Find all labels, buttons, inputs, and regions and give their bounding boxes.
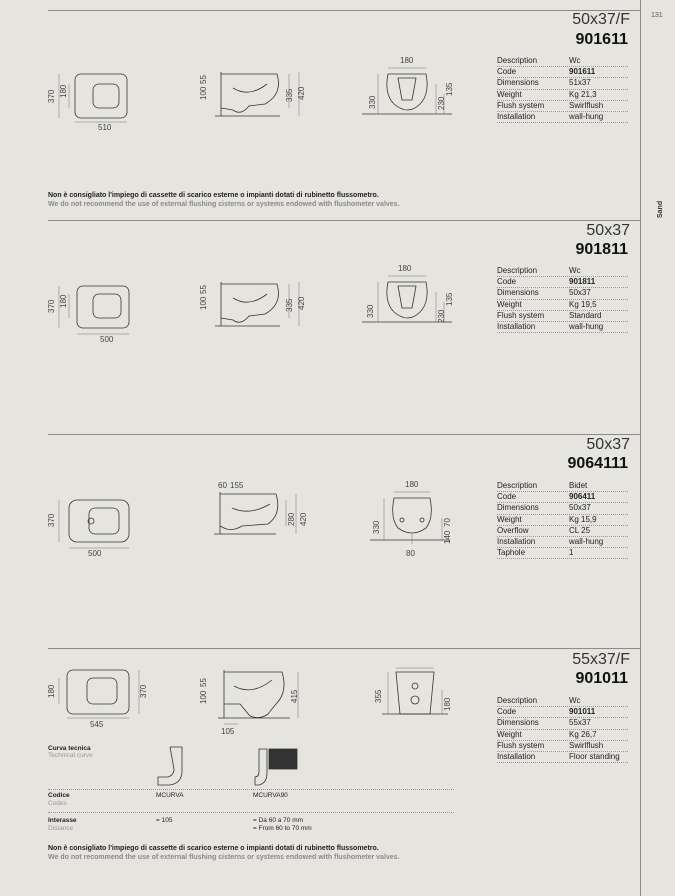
- spec-value: wall-hung: [569, 112, 604, 122]
- dim-label: 100: [199, 296, 208, 310]
- dim-label: 230: [437, 96, 446, 110]
- dim-label: 370: [47, 299, 56, 313]
- spec-key: Overflow: [497, 525, 529, 535]
- spec-row: [497, 526, 628, 537]
- spec-key: Installation: [497, 112, 536, 122]
- spec-value: 901011: [569, 707, 596, 717]
- spec-row: [497, 492, 628, 503]
- spec-row: [497, 78, 628, 89]
- axis-value: = From 60 to 70 mm: [253, 825, 312, 832]
- dim-label: 330: [366, 304, 375, 318]
- axis-sublabel: Distance: [48, 825, 74, 832]
- spec-key: Code: [497, 277, 517, 287]
- dim-label: 355: [374, 689, 383, 703]
- spec-value: 50x37: [569, 288, 591, 298]
- dim-label: 180: [398, 264, 412, 273]
- spec-row: [497, 266, 628, 277]
- dim-label: 420: [297, 86, 306, 100]
- spec-value: Swirlflush: [569, 740, 604, 750]
- spec-key: Dimensions: [497, 718, 539, 728]
- product-code: 901011: [575, 670, 628, 687]
- dim-label: 330: [368, 95, 377, 109]
- dim-label: 280: [287, 512, 296, 526]
- spec-row: [497, 56, 628, 67]
- spec-row: [497, 707, 628, 718]
- dim-label: 415: [290, 689, 299, 703]
- dim-label: 420: [297, 296, 306, 310]
- front-view-drawing: [362, 64, 457, 120]
- dim-label: 100: [199, 690, 208, 704]
- dim-label: 70: [443, 518, 452, 527]
- code-value: MCURVA90: [253, 792, 288, 799]
- dim-label: 500: [100, 335, 114, 344]
- dim-label: 135: [445, 292, 454, 306]
- spec-table: [497, 696, 628, 763]
- spec-key: Description: [497, 266, 538, 275]
- spec-value: Kg 21,3: [569, 89, 597, 99]
- dim-label: 545: [90, 720, 104, 729]
- spec-row: [497, 322, 628, 333]
- dim-label: 180: [59, 294, 68, 308]
- spec-row: [497, 67, 628, 78]
- spec-key: Dimensions: [497, 503, 539, 513]
- spec-value: Kg 15,9: [569, 514, 597, 524]
- spec-value: 1: [569, 548, 574, 558]
- spec-row: [497, 311, 628, 322]
- curve-row: [48, 745, 454, 790]
- technical-curve-table: [48, 745, 454, 837]
- top-rule: [48, 10, 640, 11]
- spec-row: [497, 752, 628, 763]
- dim-label: 80: [406, 549, 415, 558]
- spec-key: Installation: [497, 537, 536, 547]
- section-divider: [48, 220, 640, 221]
- spec-row: [497, 288, 628, 299]
- spec-value: 901611: [569, 67, 596, 77]
- curve-label: Curva tecnica: [48, 745, 91, 752]
- section-divider: [48, 648, 640, 649]
- spec-key: Weight: [497, 514, 522, 524]
- spec-value: 906411: [569, 492, 596, 502]
- front-view-drawing: [378, 664, 458, 720]
- code-value: MCURVA: [156, 792, 184, 799]
- spec-row: [497, 537, 628, 548]
- spec-row: [497, 481, 628, 492]
- note-italian: Non è consigliato l'impiego di cassette di scarico esterne o impianti dotati di rubinetto flussometro.: [48, 845, 379, 852]
- spec-row: [497, 503, 628, 514]
- top-view-drawing: [55, 496, 145, 556]
- spec-table: [497, 481, 628, 559]
- section-divider: [48, 434, 640, 435]
- spec-value: Kg 19,5: [569, 299, 597, 309]
- dim-label: 180: [400, 56, 414, 65]
- spec-row: [497, 718, 628, 729]
- spec-key: Weight: [497, 729, 522, 739]
- spec-key: Dimensions: [497, 78, 539, 88]
- product-size: 50x37: [586, 222, 630, 239]
- spec-value: Swirlflush: [569, 100, 604, 110]
- curve-adjustable-icon: [253, 745, 313, 789]
- dim-label: 140: [443, 530, 452, 544]
- dim-label: 230: [437, 309, 446, 323]
- spec-row: [497, 101, 628, 112]
- spec-key: Installation: [497, 752, 536, 762]
- right-rule: [640, 0, 641, 896]
- dim-label: 180: [47, 684, 56, 698]
- top-view-drawing: [55, 70, 145, 130]
- spec-row: [497, 277, 628, 288]
- curve-sublabel: Technical curve: [48, 752, 93, 759]
- spec-row: [497, 696, 628, 707]
- spec-value: Wc: [569, 56, 581, 65]
- spec-key: Taphole: [497, 548, 526, 558]
- spec-key: Description: [497, 696, 538, 705]
- product-size: 50x37/F: [572, 11, 630, 28]
- product-code: 901611: [575, 31, 628, 48]
- spec-key: Dimensions: [497, 288, 539, 298]
- recommendation-note: [48, 844, 400, 862]
- dim-label: 55: [199, 678, 208, 687]
- spec-table: [497, 56, 628, 123]
- dim-label: 180: [59, 84, 68, 98]
- spec-key: Description: [497, 56, 538, 65]
- dim-label: 335: [285, 298, 294, 312]
- axis-label: Interasse: [48, 817, 77, 824]
- dim-label: 100: [199, 86, 208, 100]
- top-view-drawing: [55, 282, 145, 342]
- page-number: 131: [651, 12, 663, 19]
- dim-label: 335: [285, 88, 294, 102]
- spec-value: Standard: [569, 310, 602, 320]
- spec-value: Wc: [569, 266, 581, 275]
- spec-key: Flush system: [497, 310, 545, 320]
- spec-value: Bidet: [569, 481, 588, 490]
- spec-key: Weight: [497, 89, 522, 99]
- code-label: Codice: [48, 792, 70, 799]
- product-code: 9064111: [567, 455, 628, 472]
- dim-label: 420: [299, 512, 308, 526]
- side-label: Sand: [657, 200, 664, 218]
- spec-row: [497, 548, 628, 559]
- dim-label: 370: [47, 89, 56, 103]
- spec-row: [497, 300, 628, 311]
- dim-label: 60: [218, 481, 227, 490]
- product-size: 55x37/F: [572, 651, 630, 668]
- spec-key: Flush system: [497, 100, 545, 110]
- dim-label: 370: [139, 684, 148, 698]
- dim-label: 180: [405, 480, 419, 489]
- code-row: [48, 790, 454, 813]
- axis-value: = 105: [156, 817, 173, 824]
- spec-key: Flush system: [497, 740, 545, 750]
- side-view-drawing: [212, 490, 312, 542]
- spec-value: Floor standing: [569, 752, 620, 762]
- dim-label: 500: [88, 549, 102, 558]
- spec-value: 50x37: [569, 503, 591, 513]
- spec-key: Code: [497, 707, 517, 717]
- spec-value: 55x37: [569, 718, 591, 728]
- dim-label: 180: [443, 697, 452, 711]
- spec-row: [497, 515, 628, 526]
- spec-row: [497, 112, 628, 123]
- dim-label: 155: [230, 481, 244, 490]
- dim-label: 135: [445, 82, 454, 96]
- axis-row: [48, 813, 454, 837]
- curve-90-icon: [156, 745, 196, 789]
- spec-value: 901811: [569, 277, 596, 287]
- spec-value: Wc: [569, 696, 581, 705]
- spec-key: Code: [497, 67, 517, 77]
- note-italian: Non è consigliato l'impiego di cassette di scarico esterne o impianti dotati di rubinetto flussometro.: [48, 192, 379, 199]
- spec-key: Description: [497, 481, 538, 490]
- spec-value: 51x37: [569, 78, 591, 88]
- spec-value: Kg 26,7: [569, 729, 597, 739]
- spec-table: [497, 266, 628, 333]
- spec-value: wall-hung: [569, 537, 604, 547]
- spec-row: [497, 90, 628, 101]
- product-size: 50x37: [586, 436, 630, 453]
- spec-key: Installation: [497, 322, 536, 332]
- product-code: 901811: [575, 241, 628, 258]
- dim-label: 510: [98, 123, 112, 132]
- spec-row: [497, 741, 628, 752]
- spec-key: Code: [497, 492, 517, 502]
- spec-value: CL 25: [569, 525, 591, 535]
- dim-label: 370: [47, 513, 56, 527]
- spec-key: Weight: [497, 299, 522, 309]
- note-english: We do not recommend the use of external flushing cisterns or systems endowed with flushometer valves.: [48, 201, 400, 208]
- dim-label: 105: [221, 727, 235, 736]
- recommendation-note: [48, 191, 400, 209]
- axis-value: = Da 60 a 70 mm: [253, 817, 304, 824]
- dim-label: 55: [199, 285, 208, 294]
- code-sublabel: Codes: [48, 800, 67, 807]
- spec-value: wall-hung: [569, 322, 604, 332]
- dim-label: 55: [199, 75, 208, 84]
- note-english: We do not recommend the use of external flushing cisterns or systems endowed with flushometer valves.: [48, 854, 400, 861]
- spec-row: [497, 730, 628, 741]
- dim-label: 330: [372, 520, 381, 534]
